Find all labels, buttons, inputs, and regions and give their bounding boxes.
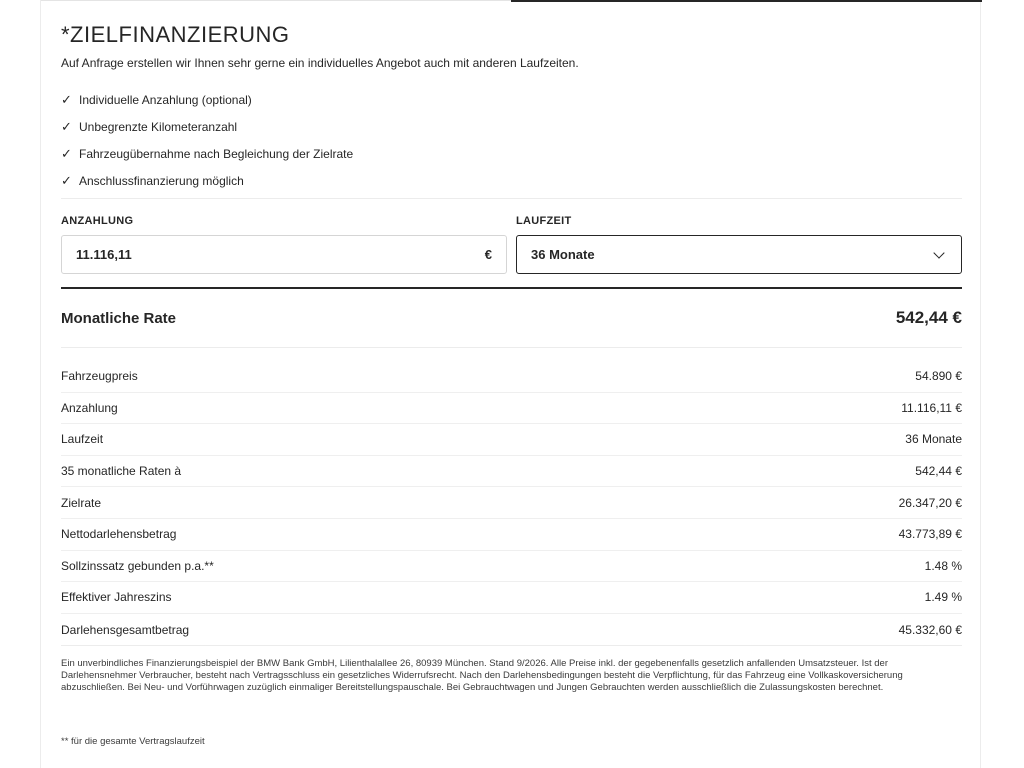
feature-item xyxy=(61,113,961,140)
detail-label: Nettodarlehensbetrag xyxy=(61,527,177,542)
divider xyxy=(61,198,962,199)
detail-value: 1.49 % xyxy=(924,590,962,605)
detail-row-net-loan xyxy=(61,519,962,551)
chevron-down-icon[interactable] xyxy=(933,247,944,258)
feature-item xyxy=(61,86,961,113)
feature-text: Anschlussfinanzierung möglich xyxy=(79,173,244,188)
detail-label: Anzahlung xyxy=(61,400,118,415)
detail-row-down-payment xyxy=(61,393,962,425)
monthly-rate-label: Monatliche Rate xyxy=(61,309,177,327)
divider xyxy=(61,645,962,646)
down-payment-input[interactable] xyxy=(61,235,507,274)
tab-inactive-indicator[interactable] xyxy=(41,0,511,1)
detail-label: Laufzeit xyxy=(61,432,104,447)
down-payment-label: ANZAHLUNG xyxy=(61,215,134,227)
term-select-value[interactable]: 36 Monate xyxy=(531,247,595,262)
detail-value: 36 Monate xyxy=(905,432,962,447)
term-select[interactable] xyxy=(516,235,962,274)
feature-text: Unbegrenzte Kilometeranzahl xyxy=(79,119,238,134)
detail-value: 26.347,20 € xyxy=(898,495,962,510)
detail-row-final-rate xyxy=(61,487,962,519)
feature-list xyxy=(61,86,961,194)
monthly-rate-row xyxy=(61,308,962,328)
feature-text: Fahrzeugübernahme nach Begleichung der Zielrate xyxy=(79,146,354,161)
legal-disclaimer: Ein unverbindliches Finanzierungsbeispiel der BMW Bank GmbH, Lilienthalallee 26, 80939 München. Stand 9/2026. Alle Preise inkl. der gegebenenfalls gesetzlich anfallenden Umsatzsteuer. Ist der Darlehensnehmer Verbraucher, besteht nach Vertragsschluss ein gesetzliches Widerrufsrecht. Nach den Darlehensbedingungen besteht die Verpflichtung, für das Fahrzeug eine Vollkaskoversicherung abzuschließen. Bei Neu- und Vorführwagen zuzüglich einmaliger Bereitstellungspauschale. Bei Gebrauchtwagen und Jungen Gebrauchten werden ausschließlich die Zulassungskosten berechnet. xyxy=(61,658,903,694)
summary-divider xyxy=(61,287,962,289)
detail-value: 43.773,89 € xyxy=(898,527,962,542)
financing-panel xyxy=(40,0,981,768)
section-subtitle: Auf Anfrage erstellen wir Ihnen sehr gerne ein individuelles Angebot auch mit anderen Laufzeiten. xyxy=(61,56,579,70)
detail-value: 11.116,11 € xyxy=(901,400,962,415)
checkmark-icon: ✓ xyxy=(61,145,72,161)
checkmark-icon: ✓ xyxy=(61,118,72,134)
detail-row-effective-rate xyxy=(61,582,962,614)
detail-label: Darlehensgesamtbetrag xyxy=(61,622,190,637)
detail-label: Effektiver Jahreszins xyxy=(61,590,172,605)
checkmark-icon: ✓ xyxy=(61,91,72,107)
detail-row-borrowing-rate xyxy=(61,551,962,583)
detail-value: 1.48 % xyxy=(924,558,962,573)
detail-value: 54.890 € xyxy=(915,369,962,384)
detail-row-monthly-installments xyxy=(61,456,962,488)
detail-label: 35 monatliche Raten à xyxy=(61,464,182,479)
feature-item xyxy=(61,167,961,194)
checkmark-icon: ✓ xyxy=(61,172,72,188)
detail-label: Sollzinssatz gebunden p.a.** xyxy=(61,558,214,573)
detail-row-term xyxy=(61,424,962,456)
detail-label: Zielrate xyxy=(61,495,102,510)
feature-item xyxy=(61,140,961,167)
detail-row-vehicle-price xyxy=(61,361,962,393)
footnote: ** für die gesamte Vertragslaufzeit xyxy=(61,736,205,747)
monthly-rate-value: 542,44 € xyxy=(895,308,962,327)
tab-indicator-bar xyxy=(41,0,982,2)
down-payment-value[interactable]: 11.116,11 xyxy=(76,247,132,262)
feature-text: Individuelle Anzahlung (optional) xyxy=(79,92,252,107)
section-title: *ZIELFINANZIERUNG xyxy=(61,22,290,47)
divider xyxy=(61,347,962,348)
term-label: LAUFZEIT xyxy=(516,215,572,227)
detail-row-total-loan xyxy=(61,614,962,646)
detail-value: 542,44 € xyxy=(915,464,962,479)
detail-value: 45.332,60 € xyxy=(898,622,962,637)
detail-label: Fahrzeugpreis xyxy=(61,369,138,384)
financing-details-table xyxy=(61,361,962,645)
tab-active-indicator[interactable] xyxy=(511,0,982,2)
euro-icon: € xyxy=(484,247,492,262)
